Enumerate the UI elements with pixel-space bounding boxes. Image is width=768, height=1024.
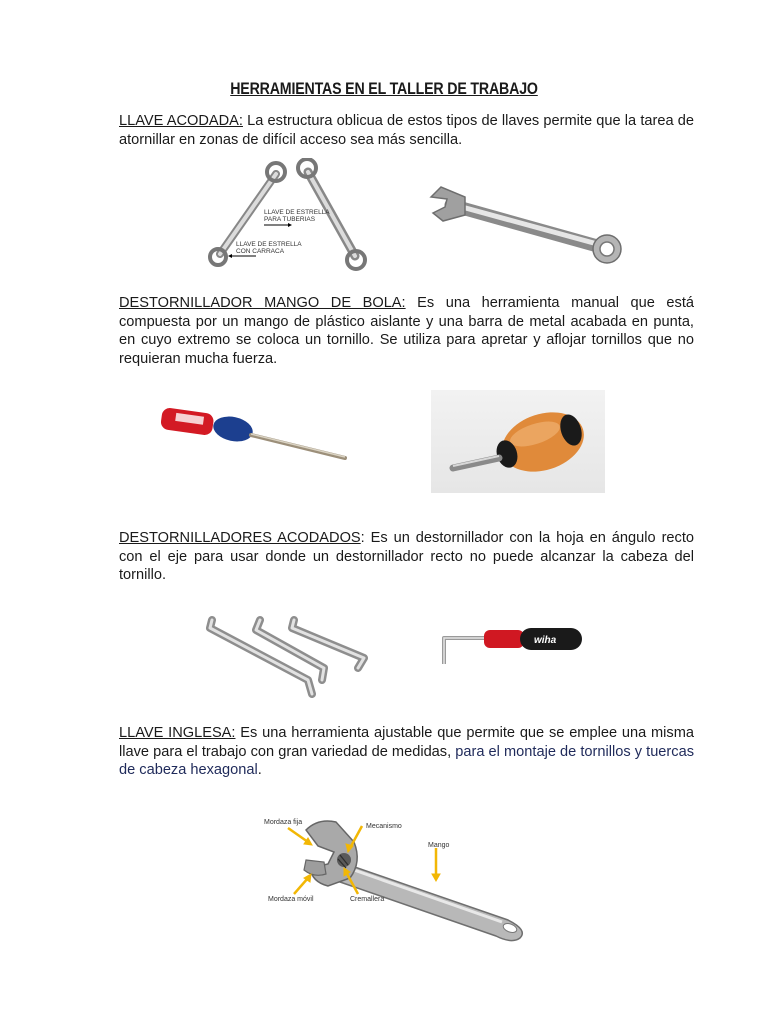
- label-cremallera: Cremallera: [350, 896, 385, 903]
- label-mordaza-movil: Mordaza móvil: [268, 896, 314, 903]
- page-title: HERRAMIENTAS EN EL TALLER DE TRABAJO: [230, 80, 538, 98]
- section-body-a: : Es: [360, 530, 388, 546]
- hex-keys-image: [200, 608, 375, 700]
- wiha-angled-screwdriver-image: [438, 620, 588, 670]
- combination-wrench-image: [425, 185, 625, 265]
- section-body: Es una herramienta manual que está compuesta por un mango de plástico aislante y una barra de metal acabada en punta, en cuyo extremo se coloca un tornillo. Se utiliza para apretar y aflojar tornillos que no requieran mucha fuerza.: [119, 295, 694, 367]
- ball-handle-screwdriver-photo: [431, 390, 605, 493]
- section-llave-inglesa: [119, 724, 694, 780]
- section-heading: DESTORNILLADOR MANGO DE BOLA:: [119, 295, 406, 311]
- label-mecanismo: Mecanismo: [366, 823, 402, 830]
- offset-wrenches-image: [200, 158, 380, 273]
- section-destornillador-mango-bola: [119, 294, 694, 368]
- label-para-tuberias: PARA TUBERIAS: [264, 216, 316, 223]
- ball-handle-screwdriver-image: [431, 390, 605, 493]
- section-destornilladores-acodados: [119, 529, 694, 585]
- label-llave-estrella: LLAVE DE ESTRELLA: [264, 209, 330, 216]
- section-heading: LLAVE ACODADA:: [119, 113, 243, 129]
- section-body: La estructura oblicua de estos tipos de llaves permite que la tarea de atornillar en zonas de difícil acceso sea más sencilla.: [119, 113, 694, 148]
- section-body-a: Es una herramienta ajustable que permite que se emplee una misma llave para el trabajo con gran variedad de medidas,: [119, 725, 694, 760]
- wiha-brand-label: wiha: [534, 635, 557, 646]
- section-heading: DESTORNILLADORES ACODADOS: [119, 530, 361, 546]
- label-llave-estrella-2: LLAVE DE ESTRELLA: [236, 241, 302, 248]
- section-body-b: para el montaje de tornillos y tuercas de cabeza hexagonal: [119, 743, 694, 778]
- screwdriver-red-blue-image: [155, 395, 355, 465]
- section-heading: LLAVE INGLESA:: [119, 725, 236, 741]
- label-con-carraca: CON CARRACA: [236, 248, 285, 255]
- label-mango: Mango: [428, 842, 450, 849]
- section-body-c: .: [257, 762, 262, 778]
- adjustable-wrench-diagram: [258, 812, 533, 944]
- section-llave-acodada: [119, 112, 694, 149]
- section-body: un destornillador con la hoja en ángulo recto con el eje para usar donde un destornillador recto no puede alcanzar la cabeza del tornillo.: [119, 530, 695, 583]
- label-mordaza-fija: Mordaza fija: [264, 819, 303, 826]
